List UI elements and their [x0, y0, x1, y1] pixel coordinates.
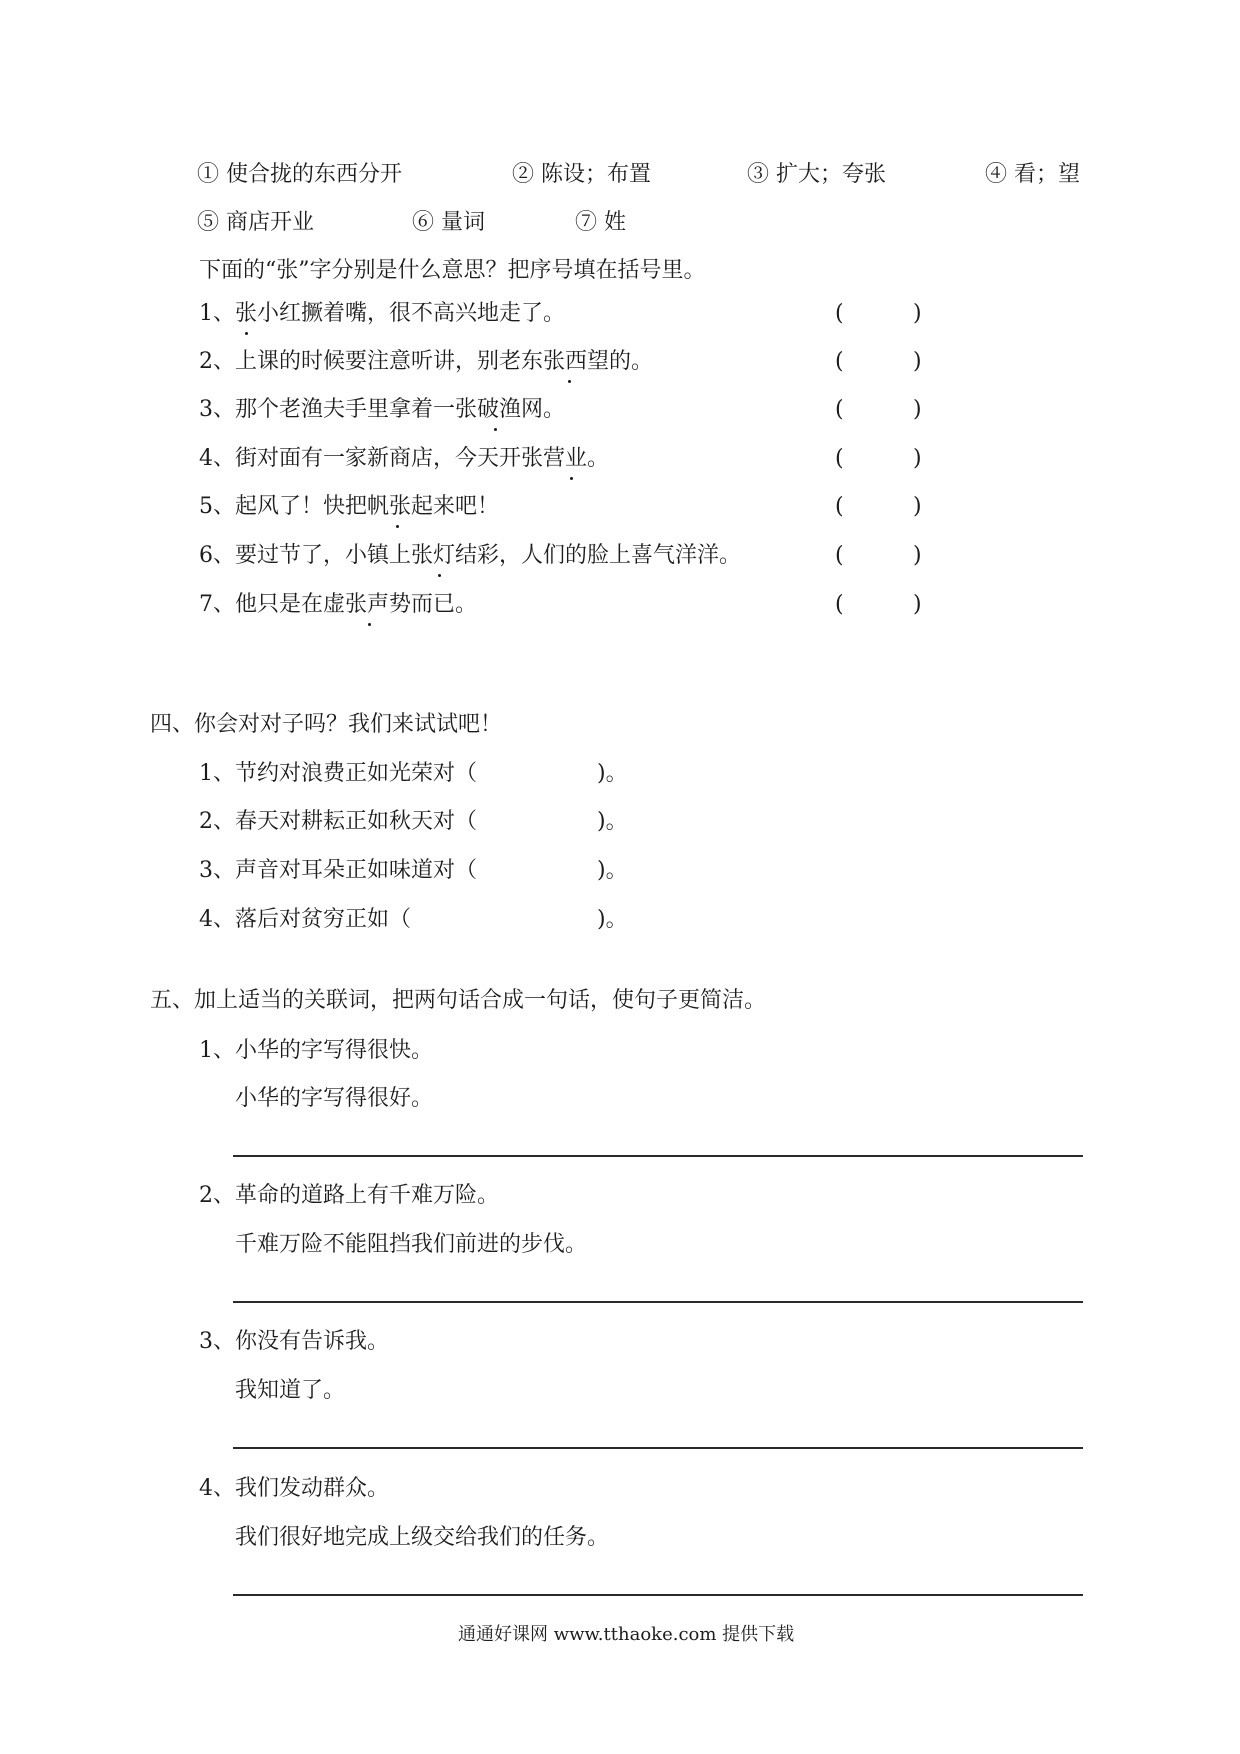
zhang-item-7: 7、他只是在虚张声势而已。	[199, 592, 477, 617]
couplet-item-1-close: )。	[597, 761, 628, 786]
emphasis-dot	[568, 380, 571, 383]
answer-line[interactable]	[233, 1155, 1083, 1157]
answer-bracket-open: (	[835, 592, 844, 617]
combine-item-3-second: 我知道了。	[235, 1378, 346, 1403]
answer-bracket-close: )	[913, 494, 922, 519]
emphasis-dot	[368, 623, 371, 626]
section-5-heading: 五、加上适当的关联词，把两句话合成一句话，使句子更简洁。	[150, 988, 767, 1013]
combine-item-1-first: 1、小华的字写得很快。	[199, 1038, 433, 1063]
section-4-heading: 四、你会对对子吗？我们来试试吧！	[150, 712, 503, 737]
page-footer: 通通好课网 www.tthaoke.com 提供下载	[458, 1624, 795, 1645]
emphasis-dot	[570, 477, 573, 480]
emphasis-dot	[438, 574, 441, 577]
couplet-item-3: 3、声音对耳朵正如味道对（	[199, 858, 477, 883]
answer-bracket-close: )	[913, 592, 922, 617]
answer-bracket-close: )	[913, 543, 922, 568]
meaning-4: ④ 看；望	[985, 162, 1080, 187]
emphasis-dot	[245, 332, 248, 335]
meaning-6: ⑥ 量词	[412, 210, 485, 235]
answer-bracket-open: (	[835, 301, 844, 326]
emphasis-dot	[494, 428, 497, 431]
couplet-item-1: 1、节约对浪费正如光荣对（	[199, 761, 477, 786]
combine-item-4-first: 4、我们发动群众。	[199, 1476, 389, 1501]
couplet-item-4-close: )。	[597, 907, 628, 932]
couplet-item-4: 4、落后对贫穷正如（	[199, 907, 411, 932]
combine-item-2-second: 千难万险不能阻挡我们前进的步伐。	[235, 1232, 588, 1257]
answer-bracket-open: (	[835, 397, 844, 422]
combine-item-2-first: 2、革命的道路上有千难万险。	[199, 1183, 499, 1208]
answer-bracket-open: (	[835, 494, 844, 519]
answer-bracket-open: (	[835, 349, 844, 374]
answer-bracket-open: (	[835, 446, 844, 471]
answer-bracket-close: )	[913, 446, 922, 471]
answer-bracket-open: (	[835, 543, 844, 568]
combine-item-3-first: 3、你没有告诉我。	[199, 1329, 389, 1354]
meaning-2: ② 陈设；布置	[512, 162, 651, 187]
answer-line[interactable]	[233, 1301, 1083, 1303]
answer-line[interactable]	[233, 1594, 1083, 1596]
answer-bracket-close: )	[913, 301, 922, 326]
zhang-item-1: 1、张小红撅着嘴，很不高兴地走了。	[199, 301, 565, 326]
zhang-item-2: 2、上课的时候要注意听讲，别老东张西望的。	[199, 349, 653, 374]
zhang-item-3: 3、那个老渔夫手里拿着一张破渔网。	[199, 397, 565, 422]
meaning-3: ③ 扩大；夸张	[747, 162, 886, 187]
meaning-7: ⑦ 姓	[575, 210, 626, 235]
zhang-prompt: 下面的“张”字分别是什么意思？把序号填在括号里。	[199, 258, 706, 283]
emphasis-dot	[396, 525, 399, 528]
answer-line[interactable]	[233, 1447, 1083, 1449]
zhang-item-4: 4、街对面有一家新商店，今天开张营业。	[199, 446, 609, 471]
meaning-5: ⑤ 商店开业	[197, 210, 314, 235]
couplet-item-2-close: )。	[597, 809, 628, 834]
zhang-item-5: 5、起风了！快把帆张起来吧！	[199, 494, 499, 519]
meaning-1: ① 使合拢的东西分开	[197, 162, 402, 187]
combine-item-1-second: 小华的字写得很好。	[235, 1086, 434, 1111]
couplet-item-2: 2、春天对耕耘正如秋天对（	[199, 809, 477, 834]
couplet-item-3-close: )。	[597, 858, 628, 883]
answer-bracket-close: )	[913, 397, 922, 422]
combine-item-4-second: 我们很好地完成上级交给我们的任务。	[235, 1525, 610, 1550]
answer-bracket-close: )	[913, 349, 922, 374]
zhang-item-6: 6、要过节了，小镇上张灯结彩，人们的脸上喜气洋洋。	[199, 543, 741, 568]
